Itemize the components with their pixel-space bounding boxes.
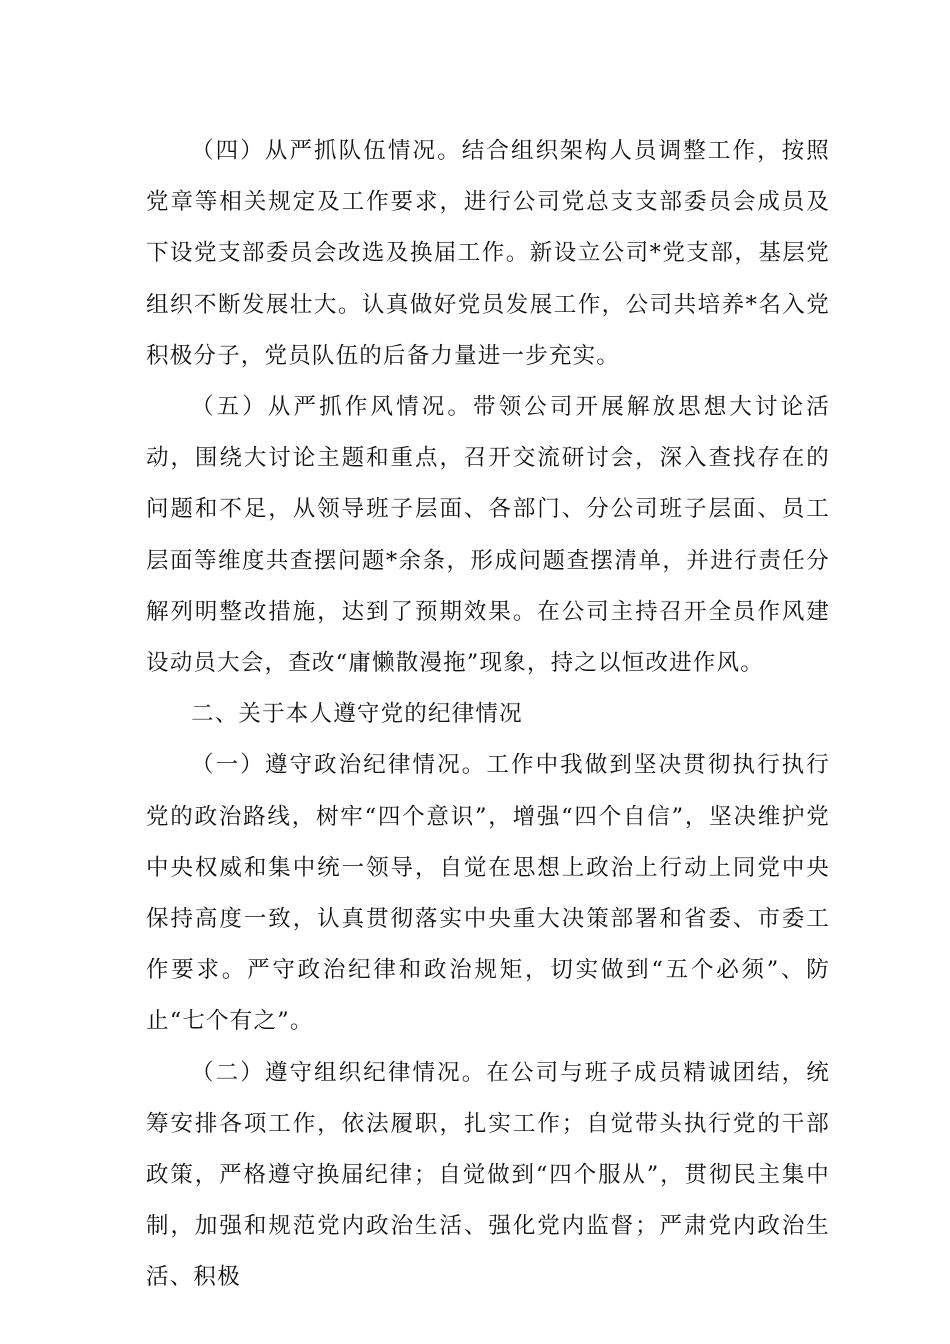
section-heading-discipline: 二、关于本人遵守党的纪律情况 [191,701,523,728]
paragraph-political-discipline: （一）遵守政治纪律情况。工作中我做到坚决贯彻执行执行党的政治路线，树牢“四个意识”，增强“四个自信”，坚决维护党中央权威和集中统一领导，自觉在思想上政治上行动上同党中央保持高度一致，认真贯彻落实中央重大决策部署和省委、市委工作要求。严守政治纪律和政治规矩，切实做到“五个必须”、防止“七个有之”。 [146,752,830,1035]
document-body [146,126,830,1304]
paragraph-organizational-discipline: （二）遵守组织纪律情况。在公司与班子成员精诚团结，统筹安排各项工作，依法履职，扎实工作；自觉带头执行党的干部政策，严格遵守换届纪律；自觉做到“四个服从”，贯彻民主集中制，加强和规范党内政治生活、强化党内监督；严肃党内政治生活、积极 [146,1059,830,1291]
paragraph-work-style: （五）从严抓作风情况。带领公司开展解放思想大讨论活动，围绕大讨论主题和重点，召开交流研讨会，深入查找存在的问题和不足，从领导班子层面、各部门、分公司班子层面、员工层面等维度共查摆问题*余条，形成问题查摆清单，并进行责任分解列明整改措施，达到了预期效果。在公司主持召开全员作风建设动员大会，查改“庸懒散漫拖”现象，持之以恒改进作风。 [146,394,830,677]
paragraph-team-building: （四）从严抓队伍情况。结合组织架构人员调整工作，按照党章等相关规定及工作要求，进行公司党总支支部委员会成员及下设党支部委员会改选及换届工作。新设立公司*党支部，基层党组织不断发展壮大。认真做好党员发展工作，公司共培养*名入党积极分子，党员队伍的后备力量进一步充实。 [146,138,830,369]
